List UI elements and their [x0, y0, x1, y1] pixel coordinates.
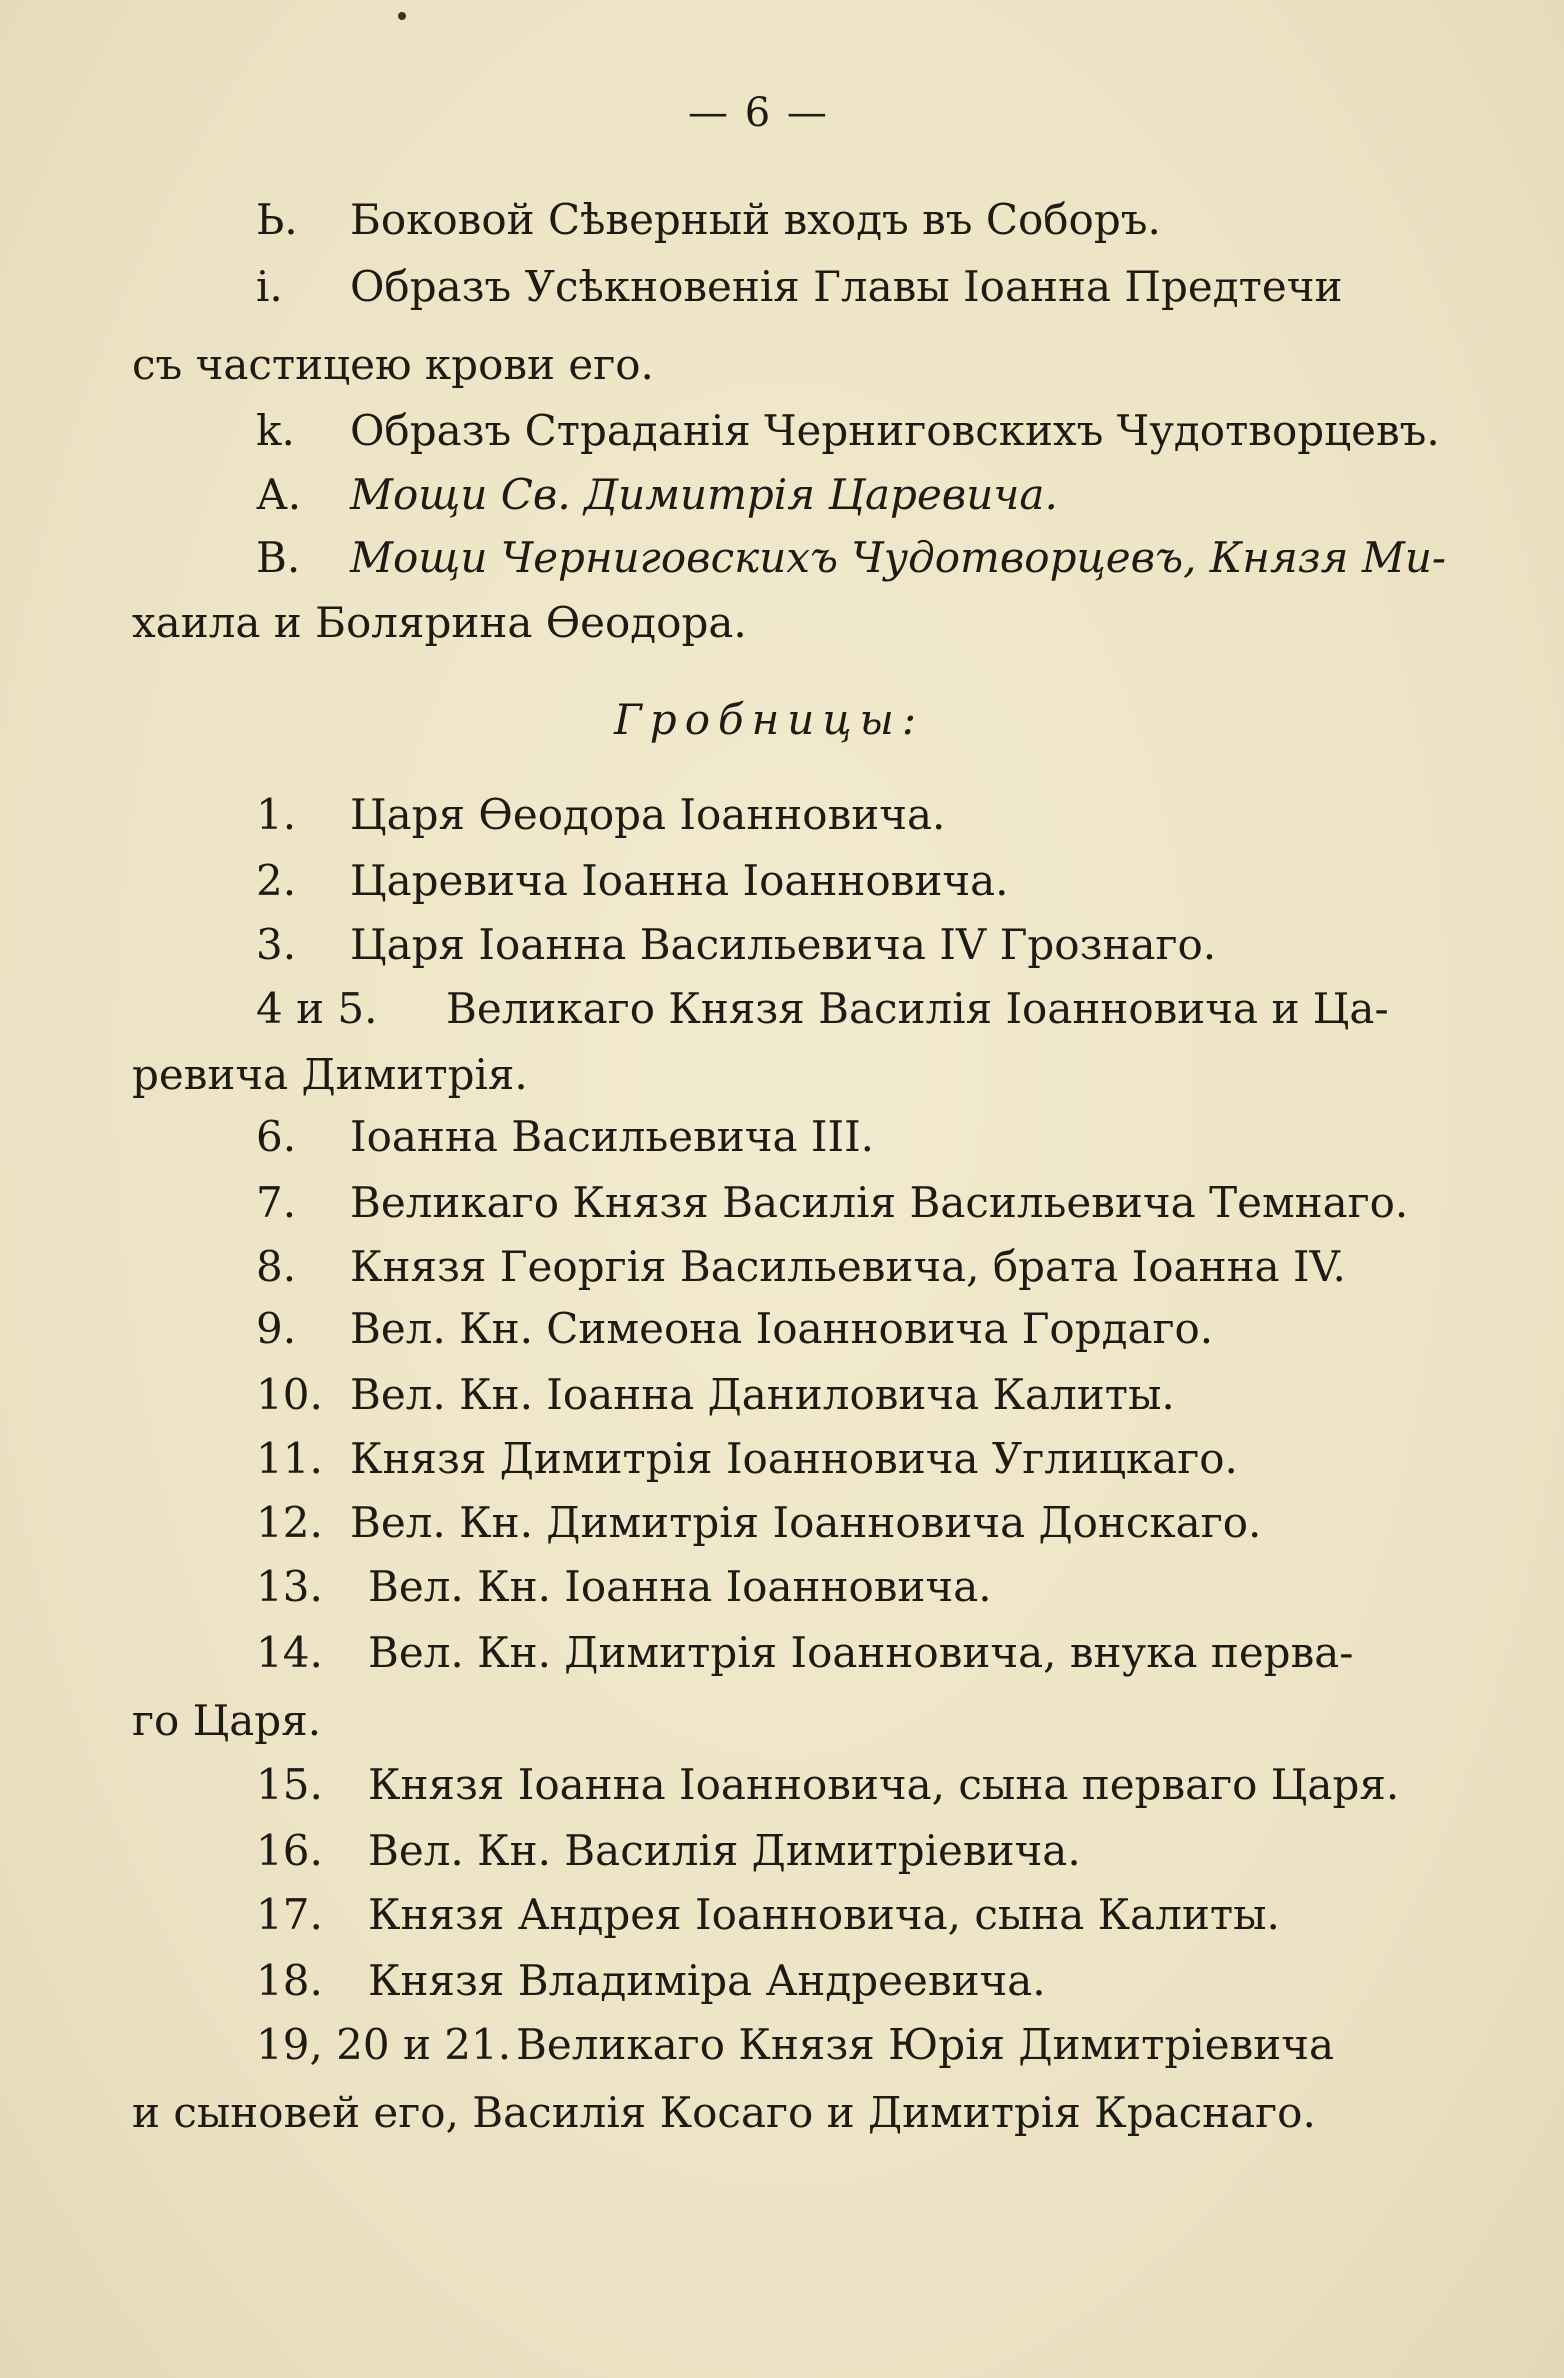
- tomb-text: Вел. Кн. Симеона Іоанновича Гордаго.: [350, 1304, 1214, 1353]
- tomb-item: [256, 2020, 1334, 2070]
- tomb-text: Вел. Кн. Димитрія Іоанновича Донскаго.: [350, 1498, 1262, 1547]
- tomb-text: Вел. Кн. Іоанна Іоанновича.: [368, 1562, 992, 1611]
- tomb-text: Царевича Іоанна Іоанновича.: [350, 856, 1009, 905]
- tomb-number: 11.: [256, 1434, 323, 1483]
- tomb-number: 3.: [256, 920, 297, 969]
- tomb-number: 19, 20 и 21.: [256, 2020, 512, 2069]
- tomb-number: 15.: [256, 1760, 323, 1809]
- tomb-item: [256, 1628, 1353, 1678]
- tomb-number: 8.: [256, 1242, 297, 1291]
- entry-label: В.: [256, 533, 301, 582]
- page-number: — 6 —: [688, 90, 829, 136]
- tomb-number: 13.: [256, 1562, 323, 1611]
- tomb-text: Князя Іоанна Іоанновича, сына перваго Царя.: [368, 1760, 1400, 1809]
- tomb-text: Вел. Кн. Іоанна Даниловича Калиты.: [350, 1370, 1175, 1419]
- entry-i-continuation: [132, 340, 654, 390]
- entry-text: Боковой Сѣверный входъ въ Соборъ.: [350, 195, 1161, 244]
- entry-text: съ частицею крови его.: [132, 340, 654, 389]
- entry-v-continuation: [132, 598, 747, 648]
- tomb-item: [256, 1826, 1081, 1876]
- tomb-text: Князя Георгія Васильевича, брата Іоанна IV.: [350, 1242, 1346, 1291]
- tomb-text: Царя Ѳеодора Іоанновича.: [350, 790, 946, 839]
- tomb-item: [256, 1562, 992, 1612]
- tomb-text: ревича Димитрія.: [132, 1050, 528, 1099]
- tomb-number: 18.: [256, 1956, 323, 2005]
- tomb-number: 10.: [256, 1370, 323, 1419]
- tomb-number: 7.: [256, 1178, 297, 1227]
- entry-v: [256, 533, 1446, 583]
- tomb-text: го Царя.: [132, 1696, 322, 1745]
- tomb-number: 14.: [256, 1628, 323, 1677]
- tomb-text: Великаго Князя Василія Іоанновича и Ца-: [446, 984, 1389, 1033]
- tomb-number: 17.: [256, 1890, 323, 1939]
- tomb-item: [256, 1760, 1399, 1810]
- tomb-item: [256, 920, 1216, 970]
- section-heading: Гробницы:: [614, 695, 924, 744]
- tomb-text: Царя Іоанна Васильевича IV Грознаго.: [350, 920, 1217, 969]
- tomb-item: [256, 1434, 1238, 1484]
- tomb-number: 9.: [256, 1304, 297, 1353]
- tomb-item: [256, 1304, 1213, 1354]
- tomb-item: [256, 790, 945, 840]
- tomb-text: Великаго Князя Юрія Димитріевича: [516, 2020, 1335, 2069]
- tomb-item: [256, 1890, 1280, 1940]
- tomb-item: [256, 1498, 1261, 1548]
- tomb-item: [256, 1242, 1346, 1292]
- entry-k: [256, 406, 1440, 456]
- tomb-number: 12.: [256, 1498, 323, 1547]
- tomb-item-continuation: [132, 1696, 321, 1746]
- tomb-text: Князя Андрея Іоанновича, сына Калиты.: [368, 1890, 1280, 1939]
- tomb-text: Князя Димитрія Іоанновича Углицкаго.: [350, 1434, 1238, 1483]
- entry-text: Образъ Страданія Черниговскихъ Чудотворцевъ.: [350, 406, 1440, 455]
- entry-label: і.: [256, 262, 283, 311]
- tomb-text: Вел. Кн. Василія Димитріевича.: [368, 1826, 1081, 1875]
- tomb-number: 1.: [256, 790, 297, 839]
- tomb-text: и сыновей его, Василія Косаго и Димитрія Краснаго.: [132, 2088, 1316, 2137]
- tomb-item: [256, 1112, 874, 1162]
- tomb-item: [256, 1178, 1408, 1228]
- ink-speck: [398, 12, 406, 20]
- tomb-item: [256, 1370, 1175, 1420]
- tomb-number: 4 и 5.: [256, 984, 378, 1033]
- tomb-text: Великаго Князя Василія Васильевича Темнаго.: [350, 1178, 1409, 1227]
- tomb-item: [256, 856, 1009, 906]
- tomb-text: Вел. Кн. Димитрія Іоанновича, внука перва-: [368, 1628, 1354, 1677]
- entry-i: [256, 262, 1342, 312]
- entry-text: хаила и Болярина Ѳеодора.: [132, 598, 747, 647]
- tomb-item: [256, 1956, 1046, 2006]
- entry-label: А.: [256, 470, 302, 519]
- entry-a: [256, 470, 1058, 520]
- entry-text: Образъ Усѣкновенія Главы Іоанна Предтечи: [350, 262, 1343, 311]
- tomb-text: Князя Владиміра Андреевича.: [368, 1956, 1046, 2005]
- entry-text: Мощи Св. Димитрія Царевича.: [350, 470, 1058, 519]
- tomb-item: [256, 984, 1389, 1034]
- tomb-number: 6.: [256, 1112, 297, 1161]
- tomb-item-continuation: [132, 2088, 1316, 2138]
- entry-label: k.: [256, 406, 295, 455]
- tomb-number: 16.: [256, 1826, 323, 1875]
- entry-b: [256, 195, 1161, 245]
- tomb-number: 2.: [256, 856, 297, 905]
- tomb-item-continuation: [132, 1050, 528, 1100]
- tomb-text: Іоанна Васильевича III.: [350, 1112, 875, 1161]
- entry-label: Ь.: [256, 195, 298, 244]
- entry-text: Мощи Черниговскихъ Чудотворцевъ, Князя Ми-: [350, 533, 1447, 582]
